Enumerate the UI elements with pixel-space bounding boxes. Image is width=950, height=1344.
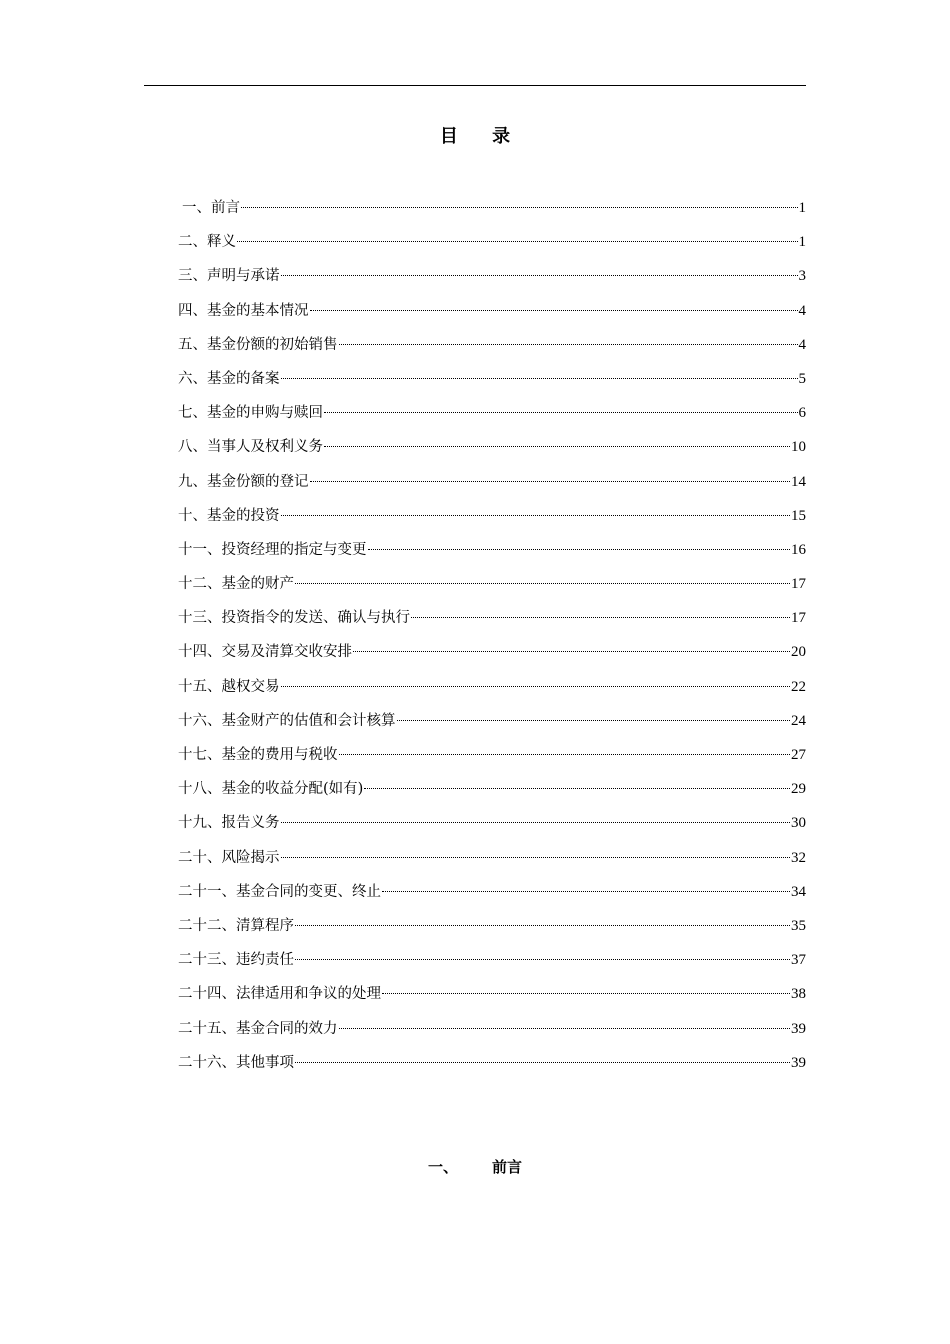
toc-entry-label: 十一、投资经理的指定与变更 (178, 541, 367, 558)
toc-entry[interactable] (178, 230, 806, 264)
toc-entry[interactable] (178, 777, 806, 811)
toc-entry-label: 十四、交易及清算交收安排 (178, 644, 352, 661)
header-rule (144, 85, 806, 86)
toc-dot-leader (295, 925, 790, 926)
toc-entry-page: 14 (791, 473, 806, 490)
toc-entry-label: 六、基金的备案 (178, 370, 280, 387)
toc-entry-label: 七、基金的申购与赎回 (178, 405, 323, 422)
toc-dot-leader (339, 1028, 791, 1029)
toc-dot-leader (364, 788, 790, 789)
toc-dot-leader (353, 651, 790, 652)
toc-entry[interactable] (178, 538, 806, 572)
toc-entry-page: 10 (791, 439, 806, 456)
toc-entry-label: 十三、投资指令的发送、确认与执行 (178, 610, 410, 627)
toc-entry-label: 九、基金份额的登记 (178, 473, 309, 490)
toc-dot-leader (310, 310, 798, 311)
toc-entry[interactable] (178, 846, 806, 880)
toc-entry-label: 二十四、法律适用和争议的处理 (178, 986, 381, 1003)
toc-entry-label: 十八、基金的收益分配(如有) (178, 781, 364, 798)
toc-dot-leader (241, 207, 798, 208)
toc-entry-label: 十六、基金财产的估值和会计核算 (178, 712, 396, 729)
toc-entry[interactable] (178, 401, 806, 435)
toc-entry-page: 15 (791, 507, 806, 524)
toc-entry[interactable] (178, 435, 806, 469)
toc-dot-leader (339, 344, 798, 345)
section-heading-title: 前言 (492, 1158, 523, 1176)
section-heading (0, 1156, 950, 1178)
toc-entry-page: 6 (798, 405, 806, 422)
toc-entry-page: 17 (791, 610, 806, 627)
toc-dot-leader (237, 241, 798, 242)
toc-entry-page: 20 (791, 644, 806, 661)
toc-dot-leader (295, 959, 790, 960)
toc-dot-leader (411, 617, 790, 618)
toc-dot-leader (281, 515, 791, 516)
toc-dot-leader (281, 857, 791, 858)
toc-dot-leader (281, 822, 791, 823)
toc-dot-leader (397, 720, 791, 721)
toc-entry[interactable] (178, 675, 806, 709)
toc-dot-leader (324, 412, 798, 413)
toc-entry-label: 二十二、清算程序 (178, 917, 294, 934)
toc-entry-page: 37 (791, 952, 806, 969)
toc-entry-label: 十七、基金的费用与税收 (178, 747, 338, 763)
toc-dot-leader (382, 993, 790, 994)
toc-entry[interactable] (178, 948, 806, 982)
toc-entry[interactable] (178, 1017, 806, 1051)
toc-entry[interactable] (178, 982, 806, 1016)
toc-dot-leader (281, 378, 798, 379)
toc-entry-page: 22 (791, 678, 806, 695)
toc-entry-label: 十五、越权交易 (178, 678, 280, 695)
toc-entry-page: 32 (791, 849, 806, 866)
toc-entry-label: 二十一、基金合同的变更、终止 (178, 883, 381, 900)
toc-entry-page: 30 (791, 815, 806, 832)
toc-dot-leader (281, 275, 798, 276)
toc-entry-label: 十、基金的投资 (178, 507, 280, 524)
toc-entry-page: 39 (791, 1054, 806, 1071)
toc-entry[interactable] (178, 606, 806, 640)
toc-entry[interactable] (178, 333, 806, 367)
toc-dot-leader (310, 481, 791, 482)
toc-dot-leader (295, 583, 790, 584)
toc-entry-page: 39 (791, 1020, 806, 1037)
toc-entry-label: 二十三、违约责任 (178, 952, 294, 969)
toc-entry-label: 五、基金份额的初始销售 (178, 336, 338, 353)
toc-entry-page: 34 (791, 883, 806, 900)
toc-dot-leader (382, 891, 790, 892)
toc-entry[interactable] (178, 504, 806, 538)
toc-entry-label: 十二、基金的财产 (178, 576, 294, 593)
toc-entry-label: 一、前言 (182, 200, 240, 216)
section-heading-number: 一、 (427, 1158, 458, 1176)
toc-entry-label: 二、释义 (178, 234, 236, 251)
toc-entry-page: 4 (798, 336, 806, 353)
toc-entry-label: 二十、风险揭示 (178, 849, 280, 866)
toc-entry[interactable] (178, 914, 806, 948)
toc-entry-page: 16 (791, 541, 806, 558)
toc-entry-page: 38 (791, 986, 806, 1003)
toc-dot-leader (281, 686, 791, 687)
toc-entry[interactable] (178, 196, 806, 230)
toc-entry-page: 3 (798, 268, 806, 285)
toc-dot-leader (368, 549, 791, 550)
toc-entry-page: 1 (798, 200, 806, 216)
toc-entry-label: 八、当事人及权利义务 (178, 439, 323, 456)
toc-entry-page: 17 (791, 576, 806, 593)
toc-dot-leader (324, 446, 790, 447)
toc-entry-label: 二十六、其他事项 (178, 1054, 294, 1071)
toc-entry[interactable] (178, 709, 806, 743)
toc-entry-label: 十九、报告义务 (178, 815, 280, 832)
toc-entry-label: 二十五、基金合同的效力 (178, 1020, 338, 1037)
toc-entry[interactable] (178, 572, 806, 606)
toc-entry[interactable] (178, 811, 806, 845)
toc-entry-page: 27 (791, 747, 806, 763)
toc-entry-label: 四、基金的基本情况 (178, 302, 309, 319)
toc-entry-page: 29 (791, 781, 806, 798)
toc-entry-page: 1 (798, 234, 806, 251)
toc-entry[interactable] (178, 470, 806, 504)
toc-entry[interactable] (178, 1051, 806, 1085)
toc-entry[interactable] (178, 367, 806, 401)
table-of-contents (178, 196, 806, 1085)
toc-dot-leader (295, 1062, 790, 1063)
toc-title: 目 录 (439, 126, 525, 147)
toc-entry-label: 三、声明与承诺 (178, 268, 280, 285)
toc-entry[interactable] (178, 299, 806, 333)
toc-entry[interactable] (178, 743, 806, 777)
toc-entry[interactable] (178, 640, 806, 674)
toc-entry-page: 35 (791, 917, 806, 934)
toc-entry[interactable] (178, 880, 806, 914)
toc-dot-leader (339, 754, 791, 755)
toc-entry-page: 24 (791, 712, 806, 729)
toc-entry-page: 5 (798, 370, 806, 387)
toc-entry[interactable] (178, 264, 806, 298)
toc-entry-page: 4 (798, 302, 806, 319)
